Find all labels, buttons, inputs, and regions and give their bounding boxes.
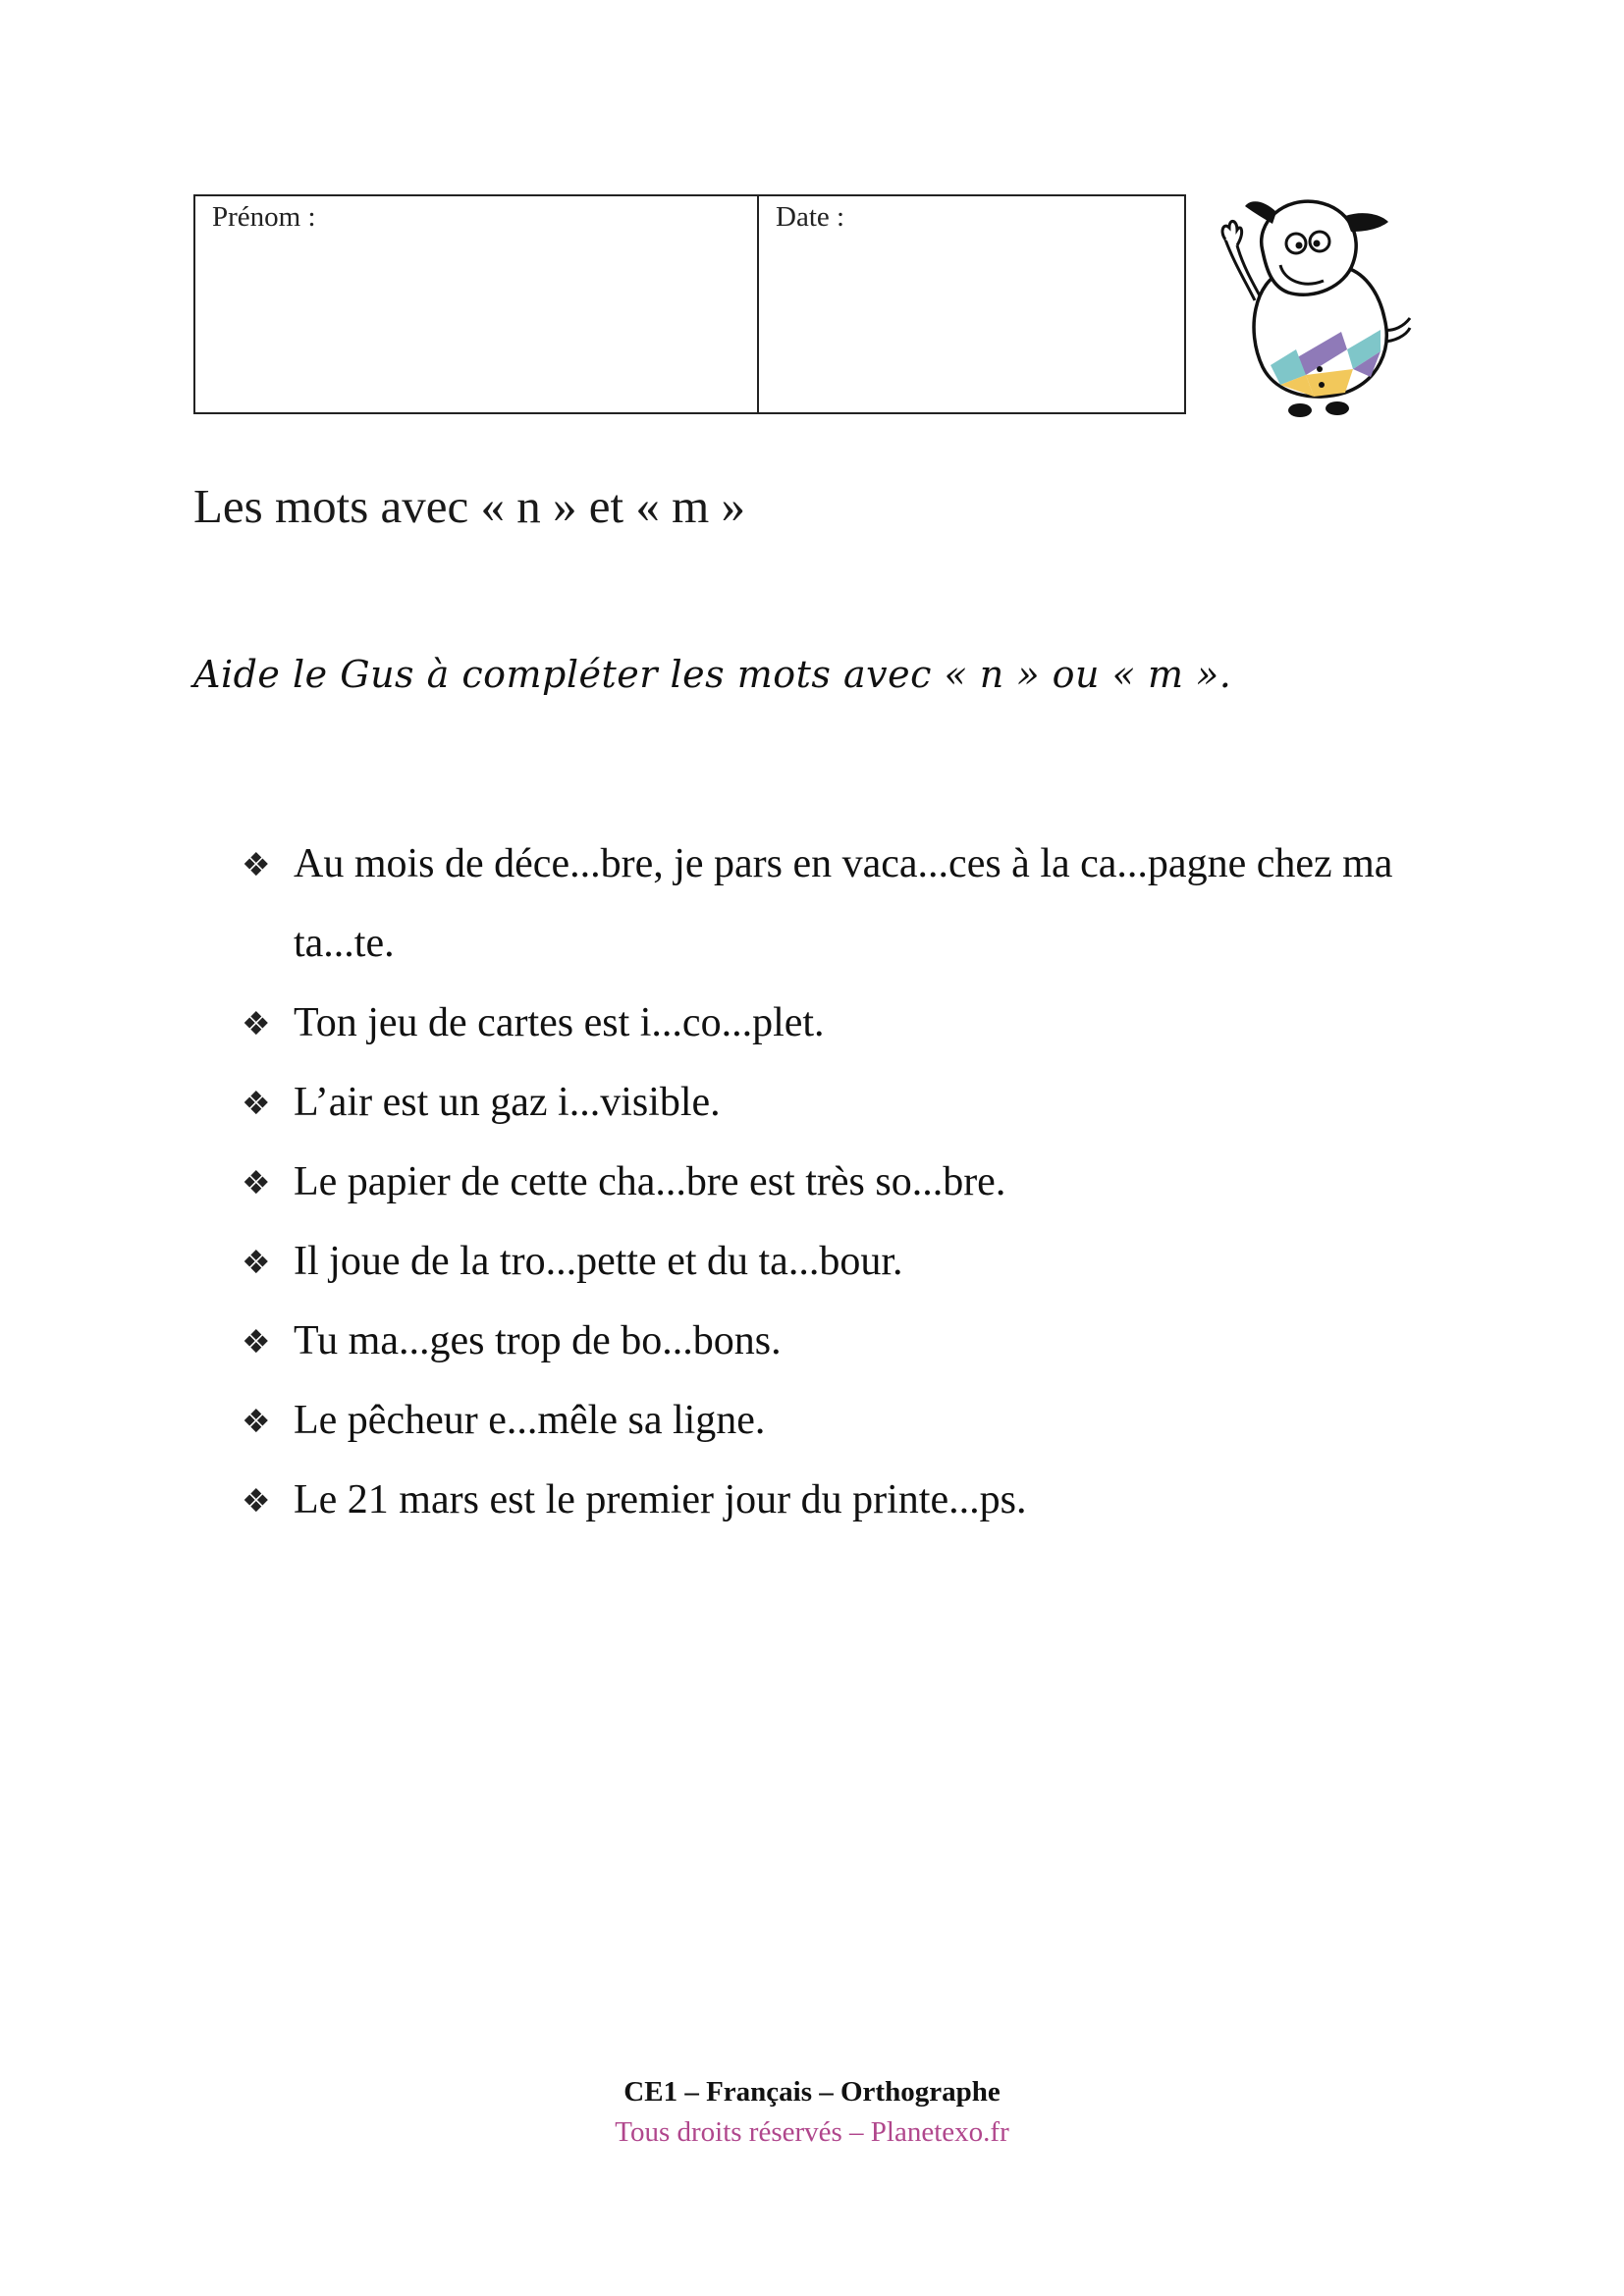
footer-copyright-link[interactable]: Tous droits réservés – Planetexo.fr xyxy=(615,2116,1009,2148)
exercise-item xyxy=(242,1302,1469,1381)
exercise-sentence: Ton jeu de cartes est i...co...plet. xyxy=(294,1000,825,1045)
exercise-item xyxy=(242,1063,1469,1143)
diamond-bullet-icon: ❖ xyxy=(242,1004,271,1042)
exercise-item xyxy=(242,1143,1469,1222)
exercise-sentence: Tu ma...ges trop de bo...bons. xyxy=(294,1318,782,1363)
exercise-instruction: Aide le Gus à compléter les mots avec « n » ou « m ». xyxy=(193,653,1232,696)
prenom-label: Prénom : xyxy=(212,201,316,233)
date-field[interactable] xyxy=(759,196,1184,412)
diamond-bullet-icon: ❖ xyxy=(242,1084,271,1122)
exercise-sentence: Le 21 mars est le premier jour du printe...ps. xyxy=(294,1477,1027,1522)
diamond-bullet-icon: ❖ xyxy=(242,1163,271,1201)
date-label: Date : xyxy=(776,201,845,233)
diamond-bullet-icon: ❖ xyxy=(242,1402,271,1440)
exercise-item xyxy=(242,825,1469,984)
exercise-item xyxy=(242,984,1469,1063)
exercise-sentence: Il joue de la tro...pette et du ta...bour. xyxy=(294,1239,903,1284)
exercise-item xyxy=(242,1461,1469,1540)
diamond-bullet-icon: ❖ xyxy=(242,845,271,883)
diamond-bullet-icon: ❖ xyxy=(242,1322,271,1361)
exercise-sentence: Le pêcheur e...mêle sa ligne. xyxy=(294,1398,766,1443)
student-info-table xyxy=(193,194,1186,414)
prenom-field[interactable] xyxy=(195,196,759,412)
exercise-item xyxy=(242,1381,1469,1461)
exercise-sentence: Le papier de cette cha...bre est très so...bre. xyxy=(294,1159,1006,1204)
exercise-item xyxy=(242,1222,1469,1302)
gus-mascot-illustration xyxy=(1216,192,1412,420)
exercise-sentence: Au mois de déce...bre, je pars en vaca...ces à la ca...pagne chez ma ta...te. xyxy=(294,841,1393,966)
exercise-sentence: L’air est un gaz i...visible. xyxy=(294,1080,721,1125)
diamond-bullet-icon: ❖ xyxy=(242,1481,271,1520)
diamond-bullet-icon: ❖ xyxy=(242,1243,271,1281)
exercise-list xyxy=(242,825,1469,1540)
footer-course-label: CE1 – Français – Orthographe xyxy=(623,2076,1001,2108)
page-title: Les mots avec « n » et « m » xyxy=(193,479,746,533)
